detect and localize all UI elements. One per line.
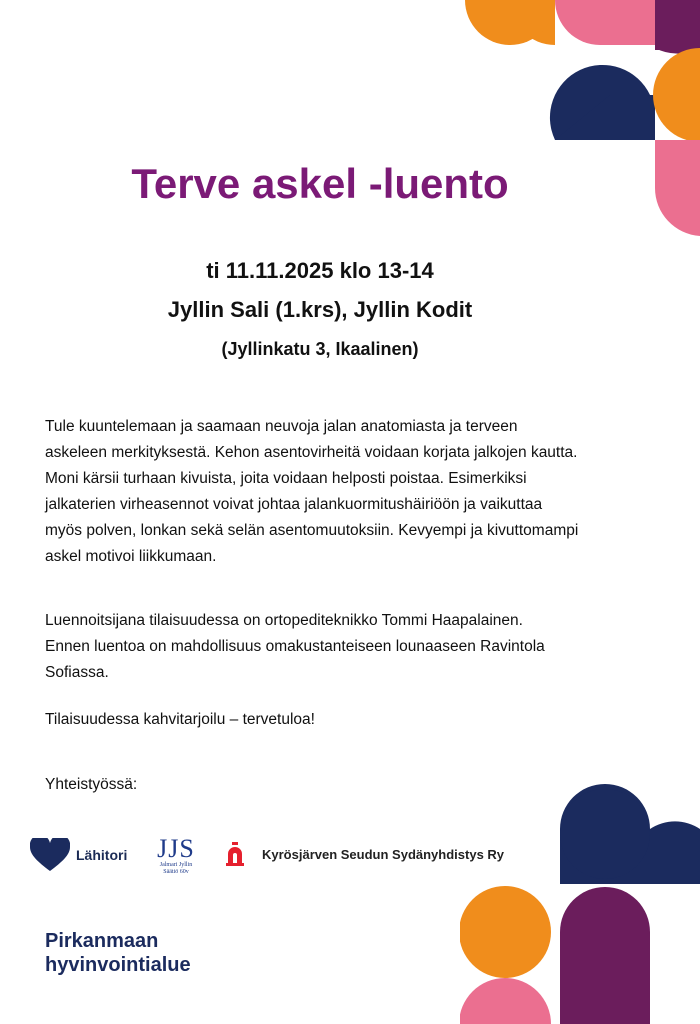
pink-top-shape	[555, 0, 655, 45]
pirkanmaa-logo	[45, 929, 191, 977]
pirkanmaa-line-2: hyvinvointialue	[45, 954, 191, 976]
event-address: (Jyllinkatu 3, Ikaalinen)	[221, 339, 419, 359]
pink-bottom-circle	[460, 978, 551, 1024]
lecturer-line: Luennoitsijana tilaisuudessa on ortopediteknikko Tommi Haapalainen.	[45, 612, 523, 629]
description-paragraph	[45, 414, 665, 570]
lecturer-line: Sofiassa.	[45, 664, 109, 681]
sydanyhdistys-icon	[226, 842, 244, 866]
orange-right-circle	[653, 48, 700, 142]
jjs-subtitle-2: Säätiö 60v	[163, 869, 189, 875]
description-line: askel motivoi liikkumaan.	[45, 548, 217, 565]
lecturer-line: Ennen luentoa on mahdollisuus omakustanteiseen lounaaseen Ravintola	[45, 638, 545, 655]
navy-heart-lobe	[560, 789, 650, 879]
description-line: askeleen merkityksestä. Kehon asentovirheitä voidaan korjata jalkojen kautta.	[45, 444, 578, 461]
event-venue: Jyllin Sali (1.krs), Jyllin Kodit	[167, 297, 473, 322]
jjs-mark: JJS	[157, 834, 195, 863]
description-line: Tule kuuntelemaan ja saamaan neuvoja jalan anatomiasta ja terveen	[45, 418, 518, 435]
bottom-right-decoration	[460, 784, 700, 1024]
orange-bottom-circle	[460, 886, 551, 978]
lecturer-paragraph	[45, 608, 665, 686]
description-line: myös polven, lonkan sekä selän asentomuutoksiin. Kevyempi ja kivuttomampi	[45, 522, 579, 539]
pirkanmaa-line-1: Pirkanmaan	[45, 930, 159, 952]
sydanyhdistys-label: Kyrösjärven Seudun Sydänyhdistys Ry	[262, 846, 505, 862]
pink-lower-shape	[655, 140, 700, 236]
page-title: Terve askel -luento	[131, 160, 509, 207]
jjs-logo	[148, 836, 204, 876]
description-line: jalkaterien virheasennot voivat johtaa jalankuormitushäiriöön ja vaikuttaa	[45, 496, 543, 513]
description-line: Moni kärsii turhaan kivuista, joita voidaan helposti poistaa. Esimerkiksi	[45, 470, 527, 487]
event-datetime: ti 11.11.2025 klo 13-14	[206, 258, 434, 283]
jjs-subtitle-1: Jalmari Jyllin	[159, 862, 193, 868]
lahitori-label: Lähitori	[76, 847, 128, 863]
lahitori-logo	[30, 838, 127, 872]
heart-icon	[30, 838, 70, 872]
purple-heart-shape	[560, 887, 650, 1024]
coffee-note: Tilaisuudessa kahvitarjoilu – tervetuloa!	[45, 711, 315, 728]
cooperation-label: Yhteistyössä:	[45, 776, 138, 793]
